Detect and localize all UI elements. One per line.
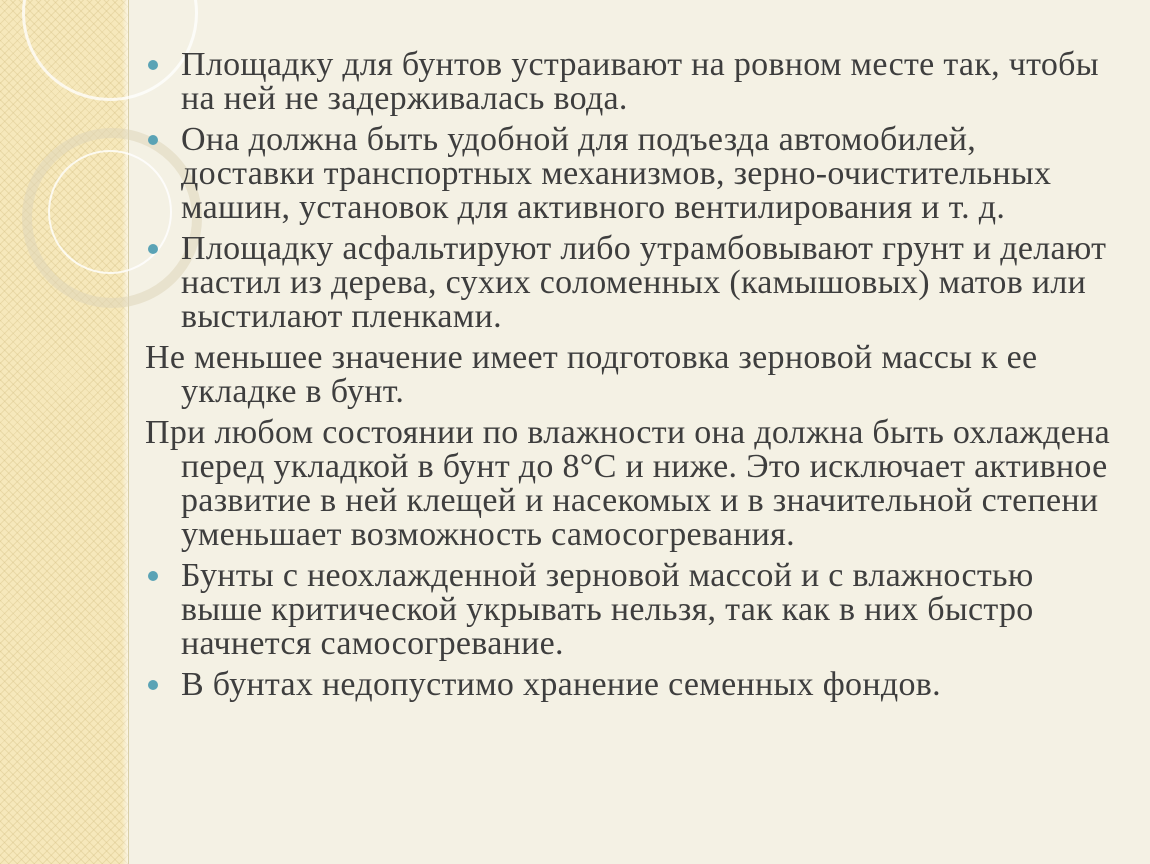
paragraph-text: Не меньшее значение имеет подготовка зерновой массы к ее укладке в бунт. <box>145 339 1038 410</box>
plain-paragraph-1 <box>145 341 1115 409</box>
paragraph-text: При любом состоянии по влажности она должна быть охлаждена перед укладкой в бунт до 8°С и ниже. Это исключает активное развитие в ней клещей и насекомых и в значительной степени уменьшает возможность самосогревания. <box>145 414 1110 553</box>
bullet-paragraph-2 <box>145 123 1115 225</box>
paragraph-text: Площадку для бунтов устраивают на ровном месте так, чтобы на ней не задерживалась вода. <box>181 46 1099 117</box>
bullet-dot-icon <box>148 244 158 254</box>
decorative-side-band <box>0 0 129 864</box>
bullet-paragraph-1 <box>145 48 1115 116</box>
bullet-dot-icon <box>148 571 158 581</box>
bullet-paragraph-5 <box>145 668 1115 702</box>
paragraph-text: Бунты с неохлажденной зерновой массой и с влажностью выше критической укрывать нельзя, так как в них быстро начнется самосогревание. <box>181 557 1034 662</box>
bullet-dot-icon <box>148 60 158 70</box>
plain-paragraph-2 <box>145 416 1115 552</box>
bullet-paragraph-4 <box>145 559 1115 661</box>
bullet-dot-icon <box>148 680 158 690</box>
bullet-paragraph-3 <box>145 232 1115 334</box>
slide-content <box>145 48 1115 709</box>
paragraph-text: Она должна быть удобной для подъезда автомобилей, доставки транспортных механизмов, зерно-очистительных машин, установок для активного вентилирования и т. д. <box>181 121 1052 226</box>
paragraph-text: Площадку асфальтируют либо утрамбовывают грунт и делают настил из дерева, сухих соломенных (камышовых) матов или выстилают пленками. <box>181 230 1107 335</box>
bullet-dot-icon <box>148 135 158 145</box>
paragraph-text: В бунтах недопустимо хранение семенных фондов. <box>181 666 941 703</box>
